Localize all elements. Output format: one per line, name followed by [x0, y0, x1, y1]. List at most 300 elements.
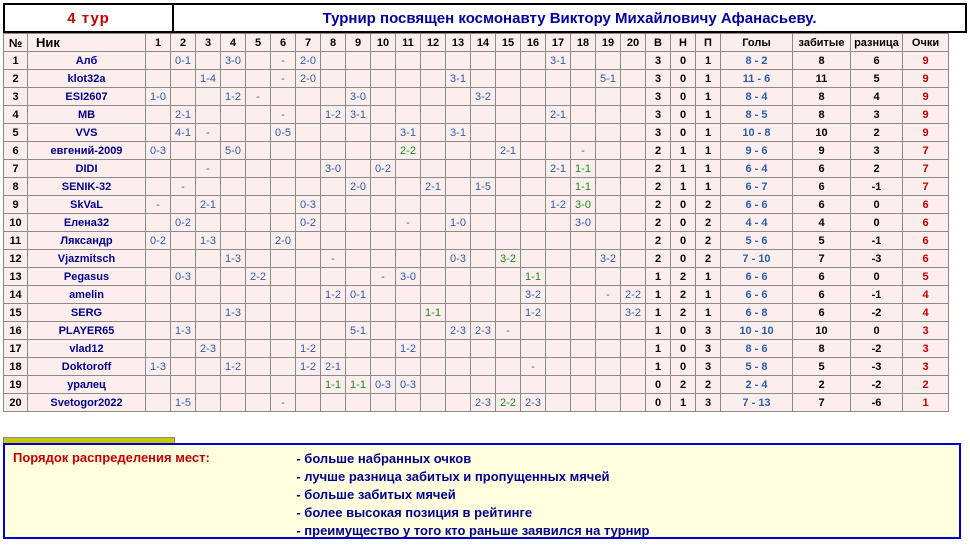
result-cell: [371, 196, 396, 214]
result-cell: [471, 358, 496, 376]
result-cell: [571, 322, 596, 340]
row-points: 1: [903, 394, 949, 412]
result-cell: [371, 304, 396, 322]
result-cell: [396, 286, 421, 304]
header-opp-14: 14: [471, 34, 496, 52]
row-nick[interactable]: DIDI: [28, 160, 146, 178]
result-cell: [421, 160, 446, 178]
result-cell: [371, 358, 396, 376]
row-rank: 5: [4, 124, 28, 142]
result-cell: [621, 106, 646, 124]
row-nick[interactable]: уралец: [28, 376, 146, 394]
result-cell: [296, 394, 321, 412]
result-cell: [396, 358, 421, 376]
row-nick[interactable]: klot32a: [28, 70, 146, 88]
result-cell: [396, 322, 421, 340]
row-losses: 2: [696, 232, 721, 250]
row-scored: 6: [793, 178, 851, 196]
result-cell: [346, 358, 371, 376]
result-cell: 1-1: [421, 304, 446, 322]
result-cell: 2-1: [546, 106, 571, 124]
result-cell: [371, 88, 396, 106]
row-wins: 2: [646, 250, 671, 268]
result-cell: [471, 268, 496, 286]
result-cell: [421, 214, 446, 232]
result-cell: 1-1: [321, 376, 346, 394]
result-cell: [371, 124, 396, 142]
row-rank: 9: [4, 196, 28, 214]
result-cell: [246, 232, 271, 250]
result-cell: [596, 394, 621, 412]
result-cell: 2-0: [296, 70, 321, 88]
result-cell: [296, 268, 321, 286]
result-cell: [171, 196, 196, 214]
row-rank: 11: [4, 232, 28, 250]
row-points: 4: [903, 286, 949, 304]
diagonal-cell: [471, 286, 496, 304]
row-nick[interactable]: Doktoroff: [28, 358, 146, 376]
row-draws: 0: [671, 52, 696, 70]
result-cell: [246, 322, 271, 340]
row-scored: 7: [793, 250, 851, 268]
result-cell: 1-1: [521, 268, 546, 286]
row-nick[interactable]: SENIK-32: [28, 178, 146, 196]
result-cell: 0-2: [371, 160, 396, 178]
row-goals: 11 - 6: [721, 70, 793, 88]
row-draws: 1: [671, 160, 696, 178]
diagonal-cell: [246, 124, 271, 142]
result-cell: 3-0: [571, 214, 596, 232]
result-cell: [146, 178, 171, 196]
result-cell: [571, 124, 596, 142]
table-row: [4, 124, 949, 142]
result-cell: 2-2: [246, 268, 271, 286]
legend-box: [3, 443, 961, 539]
result-cell: [421, 376, 446, 394]
result-cell: [471, 304, 496, 322]
row-scored: 6: [793, 286, 851, 304]
result-cell: [146, 124, 171, 142]
result-cell: [271, 178, 296, 196]
table-row: [4, 142, 949, 160]
row-nick[interactable]: VVS: [28, 124, 146, 142]
result-cell: [346, 232, 371, 250]
result-cell: [471, 70, 496, 88]
row-losses: 3: [696, 322, 721, 340]
row-losses: 1: [696, 70, 721, 88]
row-rank: 3: [4, 88, 28, 106]
result-cell: [221, 124, 246, 142]
row-nick[interactable]: SkVaL: [28, 196, 146, 214]
result-cell: [196, 178, 221, 196]
row-losses: 3: [696, 394, 721, 412]
result-cell: 3-2: [521, 286, 546, 304]
table-row: [4, 52, 949, 70]
result-cell: 3-2: [621, 304, 646, 322]
row-draws: 0: [671, 340, 696, 358]
result-cell: [571, 286, 596, 304]
result-cell: 0-2: [296, 214, 321, 232]
result-cell: [396, 304, 421, 322]
result-cell: [571, 340, 596, 358]
result-cell: [171, 358, 196, 376]
row-wins: 2: [646, 196, 671, 214]
result-cell: [421, 322, 446, 340]
row-scored: 6: [793, 304, 851, 322]
result-cell: [496, 268, 521, 286]
result-cell: [621, 214, 646, 232]
row-rank: 10: [4, 214, 28, 232]
result-cell: [346, 214, 371, 232]
result-cell: [196, 322, 221, 340]
result-cell: -: [146, 196, 171, 214]
result-cell: [196, 358, 221, 376]
result-cell: 1-3: [221, 250, 246, 268]
result-cell: [546, 232, 571, 250]
row-wins: 0: [646, 394, 671, 412]
result-cell: 2-3: [446, 322, 471, 340]
result-cell: [221, 394, 246, 412]
result-cell: [146, 304, 171, 322]
diagonal-cell: [621, 394, 646, 412]
legend-item-5: - преимущество у того кто раньше заявился на турнир: [296, 523, 650, 538]
row-nick[interactable]: Pegasus: [28, 268, 146, 286]
row-wins: 3: [646, 88, 671, 106]
result-cell: [421, 88, 446, 106]
row-scored: 8: [793, 52, 851, 70]
result-cell: 4-1: [171, 124, 196, 142]
legend-title: Порядок распределения мест:: [13, 450, 210, 465]
result-cell: [321, 88, 346, 106]
result-cell: [471, 106, 496, 124]
row-diff: -6: [851, 394, 903, 412]
row-points: 5: [903, 268, 949, 286]
result-cell: [146, 214, 171, 232]
result-cell: [621, 232, 646, 250]
result-cell: [196, 214, 221, 232]
table-body: [4, 52, 949, 412]
result-cell: [521, 196, 546, 214]
result-cell: [346, 70, 371, 88]
result-cell: [596, 358, 621, 376]
row-nick[interactable]: Ляксандр: [28, 232, 146, 250]
result-cell: -: [271, 52, 296, 70]
row-losses: 3: [696, 340, 721, 358]
row-losses: 1: [696, 304, 721, 322]
row-nick[interactable]: vlad12: [28, 340, 146, 358]
result-cell: [546, 304, 571, 322]
result-cell: [546, 178, 571, 196]
row-draws: 1: [671, 394, 696, 412]
result-cell: [271, 160, 296, 178]
table-row: [4, 160, 949, 178]
result-cell: 1-0: [446, 214, 471, 232]
row-losses: 1: [696, 160, 721, 178]
result-cell: [521, 340, 546, 358]
table-row: [4, 358, 949, 376]
header-opp-16: 16: [521, 34, 546, 52]
row-scored: 11: [793, 70, 851, 88]
header-opp-10: 10: [371, 34, 396, 52]
result-cell: [371, 178, 396, 196]
result-cell: 3-1: [446, 70, 471, 88]
result-cell: [171, 88, 196, 106]
header-opp-13: 13: [446, 34, 471, 52]
result-cell: 2-1: [171, 106, 196, 124]
row-scored: 5: [793, 232, 851, 250]
result-cell: [421, 232, 446, 250]
row-wins: 2: [646, 214, 671, 232]
result-cell: [621, 322, 646, 340]
row-losses: 2: [696, 250, 721, 268]
header-wins: В: [646, 34, 671, 52]
result-cell: [446, 196, 471, 214]
result-cell: [571, 250, 596, 268]
table-row: [4, 340, 949, 358]
table-header-row: [4, 34, 949, 52]
result-cell: [321, 322, 346, 340]
row-draws: 0: [671, 124, 696, 142]
result-cell: [146, 268, 171, 286]
row-goals: 5 - 6: [721, 232, 793, 250]
result-cell: [621, 196, 646, 214]
result-cell: [146, 106, 171, 124]
row-diff: -1: [851, 286, 903, 304]
result-cell: [346, 394, 371, 412]
row-wins: 1: [646, 322, 671, 340]
row-goals: 6 - 6: [721, 286, 793, 304]
result-cell: [421, 358, 446, 376]
row-diff: 2: [851, 160, 903, 178]
row-wins: 3: [646, 52, 671, 70]
result-cell: [396, 394, 421, 412]
result-cell: 3-0: [396, 268, 421, 286]
result-cell: 0-3: [146, 142, 171, 160]
header-opp-11: 11: [396, 34, 421, 52]
result-cell: 1-1: [571, 178, 596, 196]
result-cell: 1-5: [471, 178, 496, 196]
result-cell: [571, 304, 596, 322]
row-points: 3: [903, 358, 949, 376]
result-cell: [571, 106, 596, 124]
result-cell: 1-2: [546, 196, 571, 214]
result-cell: -: [596, 286, 621, 304]
result-cell: [196, 394, 221, 412]
row-rank: 4: [4, 106, 28, 124]
result-cell: [146, 160, 171, 178]
row-nick[interactable]: Алб: [28, 52, 146, 70]
row-points: 6: [903, 196, 949, 214]
result-cell: [471, 376, 496, 394]
row-rank: 6: [4, 142, 28, 160]
result-cell: [221, 160, 246, 178]
diagonal-cell: [271, 142, 296, 160]
row-losses: 1: [696, 178, 721, 196]
result-cell: 2-3: [196, 340, 221, 358]
row-goals: 6 - 6: [721, 196, 793, 214]
row-losses: 1: [696, 106, 721, 124]
result-cell: [296, 250, 321, 268]
header-opp-19: 19: [596, 34, 621, 52]
result-cell: [321, 196, 346, 214]
result-cell: [571, 88, 596, 106]
row-diff: 2: [851, 124, 903, 142]
result-cell: [271, 268, 296, 286]
result-cell: [196, 52, 221, 70]
result-cell: [446, 376, 471, 394]
row-nick[interactable]: Vjazmitsch: [28, 250, 146, 268]
result-cell: 1-2: [296, 358, 321, 376]
result-cell: [446, 340, 471, 358]
result-cell: [371, 340, 396, 358]
page-header: [3, 3, 967, 33]
result-cell: [196, 142, 221, 160]
table-row: [4, 250, 949, 268]
diagonal-cell: [596, 376, 621, 394]
row-rank: 18: [4, 358, 28, 376]
result-cell: [246, 106, 271, 124]
header-goals: Голы: [721, 34, 793, 52]
row-nick[interactable]: PLAYER65: [28, 322, 146, 340]
result-cell: [246, 196, 271, 214]
result-cell: [321, 52, 346, 70]
row-losses: 1: [696, 286, 721, 304]
result-cell: 0-5: [271, 124, 296, 142]
result-cell: 2-3: [471, 322, 496, 340]
result-cell: [621, 358, 646, 376]
result-cell: [296, 88, 321, 106]
result-cell: [271, 196, 296, 214]
row-scored: 8: [793, 106, 851, 124]
result-cell: [546, 268, 571, 286]
table-row: [4, 178, 949, 196]
diagonal-cell: [146, 52, 171, 70]
diagonal-cell: [221, 106, 246, 124]
result-cell: 1-3: [171, 322, 196, 340]
row-points: 9: [903, 88, 949, 106]
row-rank: 15: [4, 304, 28, 322]
result-cell: [146, 250, 171, 268]
row-nick[interactable]: Елена32: [28, 214, 146, 232]
result-cell: [596, 88, 621, 106]
row-goals: 7 - 10: [721, 250, 793, 268]
row-nick[interactable]: ESI2607: [28, 88, 146, 106]
result-cell: [446, 304, 471, 322]
result-cell: [446, 142, 471, 160]
row-points: 2: [903, 376, 949, 394]
result-cell: [346, 52, 371, 70]
diagonal-cell: [196, 88, 221, 106]
result-cell: [296, 322, 321, 340]
table-row: [4, 232, 949, 250]
result-cell: 1-2: [396, 340, 421, 358]
result-cell: [371, 250, 396, 268]
row-nick[interactable]: евгений-2009: [28, 142, 146, 160]
result-cell: 0-3: [171, 268, 196, 286]
result-cell: [296, 106, 321, 124]
result-cell: -: [271, 106, 296, 124]
result-cell: 3-1: [446, 124, 471, 142]
row-draws: 2: [671, 376, 696, 394]
result-cell: 0-3: [396, 376, 421, 394]
result-cell: [246, 376, 271, 394]
result-cell: [446, 358, 471, 376]
result-cell: 2-1: [496, 142, 521, 160]
result-cell: [571, 232, 596, 250]
result-cell: [621, 124, 646, 142]
row-goals: 8 - 5: [721, 106, 793, 124]
row-goals: 6 - 4: [721, 160, 793, 178]
row-nick[interactable]: MB: [28, 106, 146, 124]
row-losses: 1: [696, 142, 721, 160]
result-cell: [221, 376, 246, 394]
row-scored: 2: [793, 376, 851, 394]
result-cell: [421, 394, 446, 412]
header-opp-1: 1: [146, 34, 171, 52]
row-goals: 10 - 10: [721, 322, 793, 340]
row-points: 6: [903, 214, 949, 232]
row-diff: -2: [851, 376, 903, 394]
result-cell: [596, 232, 621, 250]
result-cell: 5-1: [346, 322, 371, 340]
table-row: [4, 106, 949, 124]
row-points: 7: [903, 178, 949, 196]
row-goals: 2 - 4: [721, 376, 793, 394]
result-cell: [421, 142, 446, 160]
row-wins: 2: [646, 232, 671, 250]
diagonal-cell: [546, 340, 571, 358]
result-cell: [346, 160, 371, 178]
result-cell: [246, 142, 271, 160]
table-row: [4, 304, 949, 322]
result-cell: [521, 214, 546, 232]
result-cell: [621, 52, 646, 70]
result-cell: [446, 160, 471, 178]
result-cell: 3-2: [471, 88, 496, 106]
row-diff: -1: [851, 232, 903, 250]
result-cell: [296, 232, 321, 250]
row-nick[interactable]: Svetogor2022: [28, 394, 146, 412]
result-cell: [296, 376, 321, 394]
row-diff: -3: [851, 358, 903, 376]
diagonal-cell: [396, 232, 421, 250]
row-rank: 13: [4, 268, 28, 286]
row-wins: 2: [646, 178, 671, 196]
result-cell: [421, 196, 446, 214]
row-diff: -1: [851, 178, 903, 196]
row-nick[interactable]: amelin: [28, 286, 146, 304]
row-goals: 10 - 8: [721, 124, 793, 142]
result-cell: 5-0: [221, 142, 246, 160]
row-rank: 19: [4, 376, 28, 394]
standings-table: [3, 33, 949, 412]
row-nick[interactable]: SERG: [28, 304, 146, 322]
row-wins: 3: [646, 106, 671, 124]
result-cell: [521, 124, 546, 142]
result-cell: -: [196, 124, 221, 142]
result-cell: 3-2: [496, 250, 521, 268]
result-cell: [196, 304, 221, 322]
row-diff: 0: [851, 196, 903, 214]
header-draws: Н: [671, 34, 696, 52]
result-cell: [171, 232, 196, 250]
result-cell: [221, 196, 246, 214]
row-goals: 6 - 8: [721, 304, 793, 322]
row-scored: 8: [793, 340, 851, 358]
table-row: [4, 88, 949, 106]
row-wins: 1: [646, 268, 671, 286]
result-cell: [371, 52, 396, 70]
